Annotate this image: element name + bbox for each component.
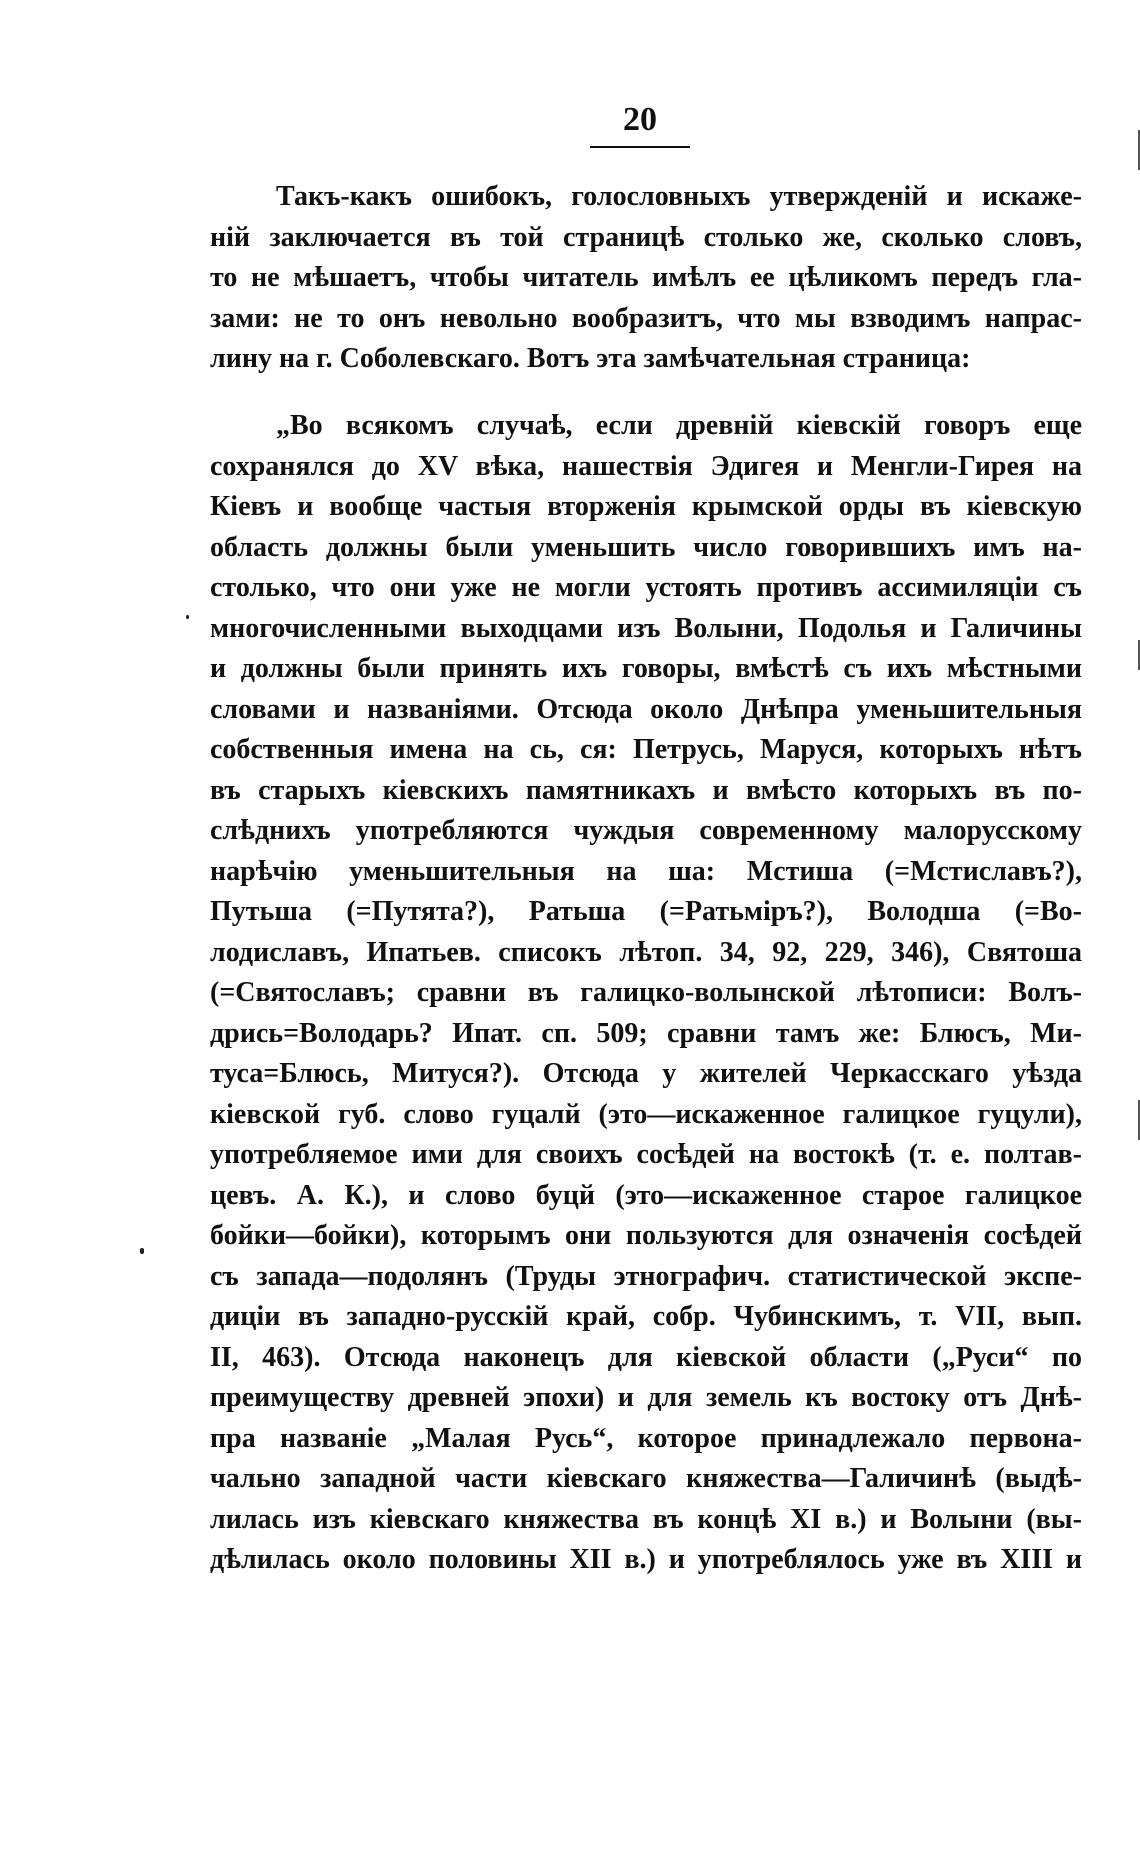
text-line: нарѣчію уменьшительныя на ша: Мстиша (=Мстиславъ?), bbox=[210, 855, 1082, 887]
text-line: бойки—бойки), которымъ они пользуются для означенія сосѣдей bbox=[210, 1220, 1082, 1251]
text-line: (=Святославъ; сравни въ галицко-волынской лѣтописи: Волъ- bbox=[210, 977, 1082, 1008]
text-line: кіевской губ. слово гуцалй (это—искаженное галицкое гуцули), bbox=[210, 1098, 1082, 1130]
text-line: съ запада—подолянъ (Труды этнографич. статистической экспе- bbox=[210, 1260, 1082, 1292]
text-line: словами и названіями. Отсюда около Днѣпра уменьшительныя bbox=[210, 693, 1082, 725]
text-line: зами: не то онъ невольно вообразитъ, что мы взводимъ напрас- bbox=[210, 302, 1082, 334]
scan-speck-mark bbox=[140, 1248, 144, 1254]
text-line: то не мѣшаетъ, чтобы читатель имѣлъ ее цѣликомъ передъ гла- bbox=[210, 262, 1082, 293]
text-line: туса=Блюсь, Митуся?). Отсюда у жителей Черкасскаго уѣзда bbox=[210, 1058, 1082, 1089]
text-line: дрись=Володарь? Ипат. сп. 509; сравни тамъ же: Блюсъ, Ми- bbox=[210, 1017, 1082, 1049]
paragraph-quotation bbox=[210, 406, 1082, 1581]
text-line: столько, что они уже не могли устоять противъ ассимиляціи съ bbox=[210, 572, 1082, 603]
text-line: Такъ-какъ ошибокъ, голословныхъ утвержденій и искаже- bbox=[276, 181, 1082, 212]
text-line: сохранялся до XV вѣка, нашествія Эдигея и Менгли-Гирея на bbox=[210, 450, 1082, 482]
text-line: и должны были принять ихъ говоры, вмѣстѣ съ ихъ мѣстными bbox=[210, 653, 1082, 684]
text-line: многочисленными выходцами изъ Волыни, Подолья и Галичины bbox=[210, 612, 1082, 644]
text-line: лилась изъ кіевскаго княжества въ концѣ XI в.) и Волыни (вы- bbox=[210, 1503, 1082, 1535]
text-line: лодиславъ, Ипатьев. списокъ лѣтоп. 34, 92, 229, 346), Святоша bbox=[210, 936, 1082, 968]
page-number: 20 bbox=[623, 101, 657, 138]
text-line: преимуществу древней эпохи) и для земель къ востоку отъ Днѣ- bbox=[210, 1382, 1082, 1413]
text-line: Путьша (=Путята?), Ратьша (=Ратьміръ?), Володша (=Во- bbox=[210, 896, 1082, 927]
paragraph-intro bbox=[210, 177, 1082, 380]
text-line: Кіевъ и вообще частыя вторженія крымской орды въ кіевскую bbox=[210, 491, 1082, 522]
text-line: „Во всякомъ случаѣ, если древній кіевскій говоръ еще bbox=[276, 410, 1082, 441]
text-line: слѣднихъ употребляются чуждыя современному малорусскому bbox=[210, 815, 1082, 846]
text-line: дѣлилась около половины XII в.) и употреблялось уже въ XIII и bbox=[210, 1544, 1082, 1575]
text-line: цевъ. А. К.), и слово буцй (это—искаженное старое галицкое bbox=[210, 1179, 1082, 1211]
text-line: употребляемое ими для своихъ сосѣдей на востокѣ (т. е. полтав- bbox=[210, 1139, 1082, 1170]
page-number-underline bbox=[590, 146, 690, 148]
text-line: пра названіе „Малая Русь“, которое принадлежало первона- bbox=[210, 1422, 1082, 1454]
text-line: лину на г. Соболевскаго. Вотъ эта замѣчательная страница: bbox=[210, 343, 971, 374]
text-line: ній заключается въ той страницѣ столько же, сколько словъ, bbox=[210, 221, 1082, 253]
text-line: въ старыхъ кіевскихъ памятникахъ и вмѣсто которыхъ въ по- bbox=[210, 774, 1082, 806]
text-line: диціи въ западно-русскій край, собр. Чубинскимъ, т. VII, вып. bbox=[210, 1301, 1082, 1332]
text-line: II, 463). Отсюда наконецъ для кіевской области („Руси“ по bbox=[210, 1341, 1082, 1373]
text-line: собственныя имена на сь, ся: Петрусь, Маруся, которыхъ нѣтъ bbox=[210, 734, 1082, 765]
text-line: чально западной части кіевскаго княжества—Галичинѣ (выдѣ- bbox=[210, 1463, 1082, 1494]
text-line: область должны были уменьшить число говорившихъ имъ на- bbox=[210, 531, 1082, 563]
scan-speck-mark bbox=[186, 615, 189, 619]
